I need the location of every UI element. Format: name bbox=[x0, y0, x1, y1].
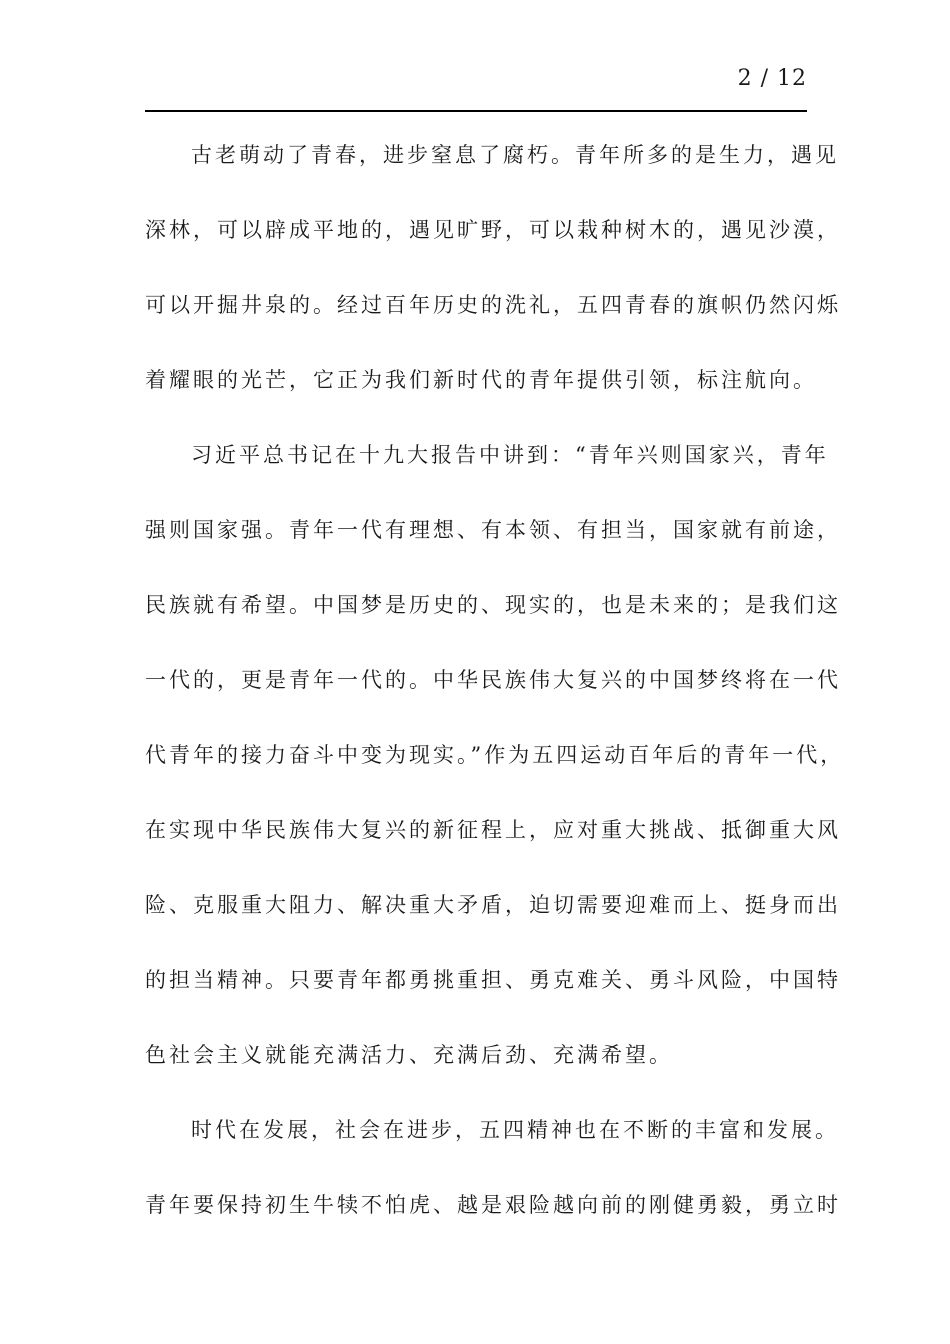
text-line: 一代的，更是青年一代的。中华民族伟大复兴的中国梦终将在一代 bbox=[145, 668, 841, 692]
text-line: 可以开掘井泉的。经过百年历史的洗礼，五四青春的旗帜仍然闪烁 bbox=[145, 293, 841, 317]
page-number: 2 / 12 bbox=[737, 66, 807, 91]
text-line: 时代在发展，社会在进步，五四精神也在不断的丰富和发展。 bbox=[191, 1118, 839, 1142]
document-body bbox=[145, 118, 845, 1243]
paragraph-3 bbox=[145, 1093, 841, 1243]
text-line: 在实现中华民族伟大复兴的新征程上，应对重大挑战、抵御重大风 bbox=[145, 818, 841, 842]
text-line: 代青年的接力奋斗中变为现实。”作为五四运动百年后的青年一代， bbox=[145, 743, 845, 767]
text-line: 古老萌动了青春，进步窒息了腐朽。青年所多的是生力，遇见 bbox=[191, 143, 839, 167]
text-line: 习近平总书记在十九大报告中讲到：“青年兴则国家兴，青年 bbox=[191, 443, 829, 467]
text-line: 民族就有希望。中国梦是历史的、现实的，也是未来的；是我们这 bbox=[145, 593, 841, 617]
text-line: 的担当精神。只要青年都勇挑重担、勇克难关、勇斗风险，中国特 bbox=[145, 968, 841, 992]
text-line: 强则国家强。青年一代有理想、有本领、有担当，国家就有前途， bbox=[145, 518, 841, 542]
text-line: 色社会主义就能充满活力、充满后劲、充满希望。 bbox=[145, 1043, 673, 1067]
paragraph-1 bbox=[145, 118, 841, 418]
paragraph-2 bbox=[145, 418, 845, 1093]
header-rule bbox=[145, 110, 807, 112]
text-line: 着耀眼的光芒，它正为我们新时代的青年提供引领，标注航向。 bbox=[145, 368, 817, 392]
text-line: 险、克服重大阻力、解决重大矛盾，迫切需要迎难而上、挺身而出 bbox=[145, 893, 841, 917]
text-line: 青年要保持初生牛犊不怕虎、越是艰险越向前的刚健勇毅，勇立时 bbox=[145, 1193, 841, 1217]
text-line: 深林，可以辟成平地的，遇见旷野，可以栽种树木的，遇见沙漠， bbox=[145, 218, 841, 242]
